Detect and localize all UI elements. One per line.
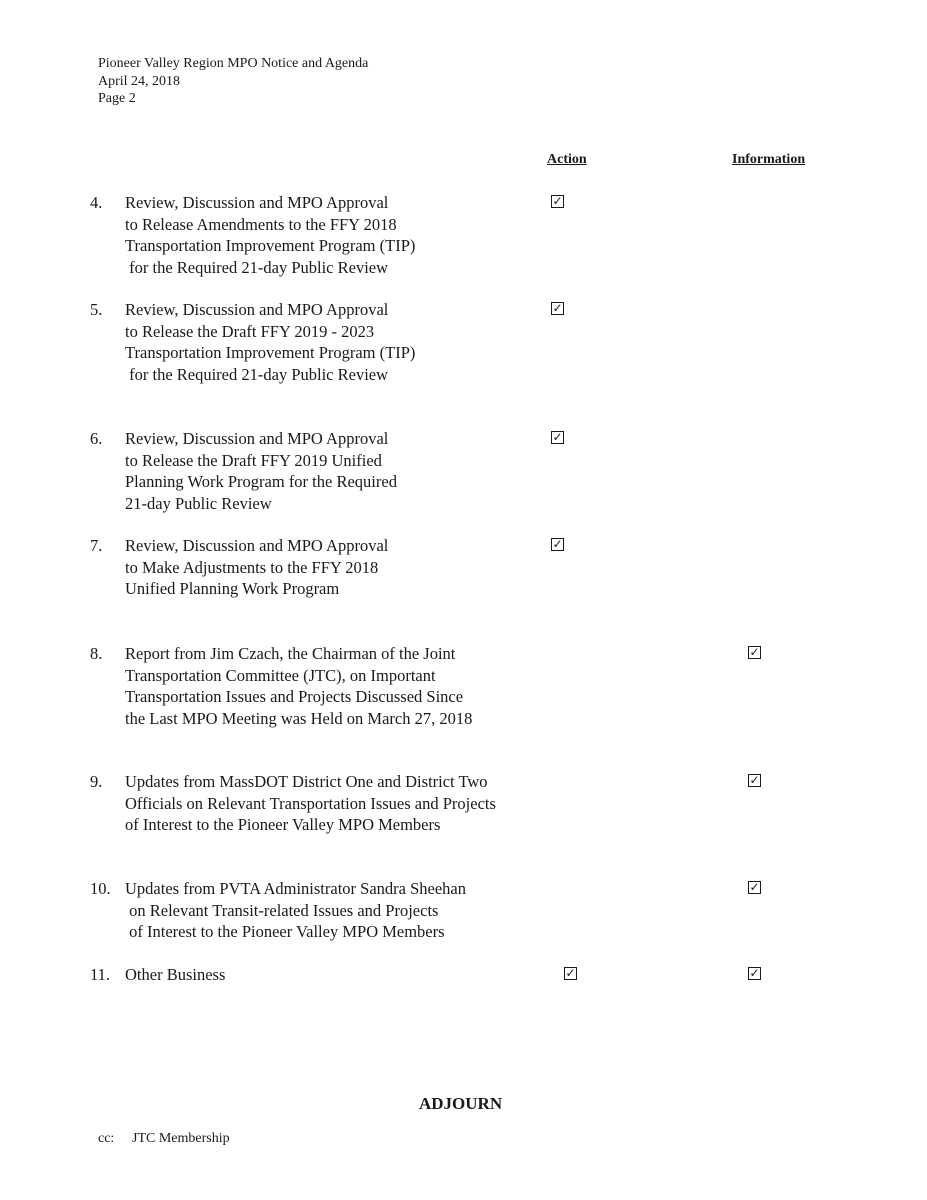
agenda-item-text: Other Business [125, 965, 226, 984]
action-column-header: Action [547, 152, 587, 167]
agenda-item-number: 6. [90, 429, 103, 448]
agenda-item-text: Report from Jim Czach, the Chairman of the Joint Transportation Committee (JTC), on Important Transportation Issues and Projects Discussed Since the Last MPO Meeting was Held on March 27, 2018 [125, 644, 473, 728]
information-checkbox-icon: ✓ [749, 774, 760, 787]
agenda-item-number: 7. [90, 536, 103, 555]
agenda-item-number: 8. [90, 644, 103, 663]
agenda-item-text: Review, Discussion and MPO Approval to Release the Draft FFY 2019 Unified Planning Work Program for the Required 21-day Public Review [125, 429, 397, 513]
agenda-item-text: Review, Discussion and MPO Approval to Make Adjustments to the FFY 2018 Unified Planning Work Program [125, 536, 389, 598]
adjourn-heading: ADJOURN [419, 1094, 503, 1113]
agenda-item-text: Review, Discussion and MPO Approval to Release the Draft FFY 2019 - 2023 Transportation Improvement Program (TIP) for the Required 21-day Public Review [125, 300, 416, 384]
agenda-item-number: 4. [90, 193, 103, 212]
action-checkbox-icon: ✓ [552, 538, 563, 551]
document-title: Pioneer Valley Region MPO Notice and Agenda [98, 56, 369, 71]
action-checkbox-icon: ✓ [565, 967, 576, 980]
agenda-item-number: 10. [90, 879, 111, 898]
agenda-item-number: 5. [90, 300, 103, 319]
agenda-item-number: 9. [90, 772, 103, 791]
agenda-item-text: Updates from MassDOT District One and District Two Officials on Relevant Transportation Issues and Projects of Interest to the Pioneer Valley MPO Members [125, 772, 496, 834]
information-checkbox-icon: ✓ [749, 646, 760, 659]
cc-label: cc: [98, 1131, 115, 1146]
agenda-item-number: 11. [90, 965, 111, 984]
page-number: Page 2 [98, 91, 136, 106]
cc-line [98, 1131, 230, 1147]
action-checkbox-icon: ✓ [552, 302, 563, 315]
action-checkbox-icon: ✓ [552, 195, 563, 208]
information-checkbox-icon: ✓ [749, 967, 760, 980]
document-header [98, 55, 368, 108]
information-column-header: Information [732, 152, 806, 167]
agenda-item-text: Updates from PVTA Administrator Sandra Sheehan on Relevant Transit-related Issues and Projects of Interest to the Pioneer Valley MPO Members [125, 879, 466, 941]
cc-recipients: JTC Membership [132, 1131, 230, 1146]
agenda-item-text: Review, Discussion and MPO Approval to Release Amendments to the FFY 2018 Transportation Improvement Program (TIP) for the Required 21-day Public Review [125, 193, 416, 277]
action-checkbox-icon: ✓ [552, 431, 563, 444]
document-date: April 24, 2018 [98, 73, 181, 89]
information-checkbox-icon: ✓ [749, 881, 760, 894]
